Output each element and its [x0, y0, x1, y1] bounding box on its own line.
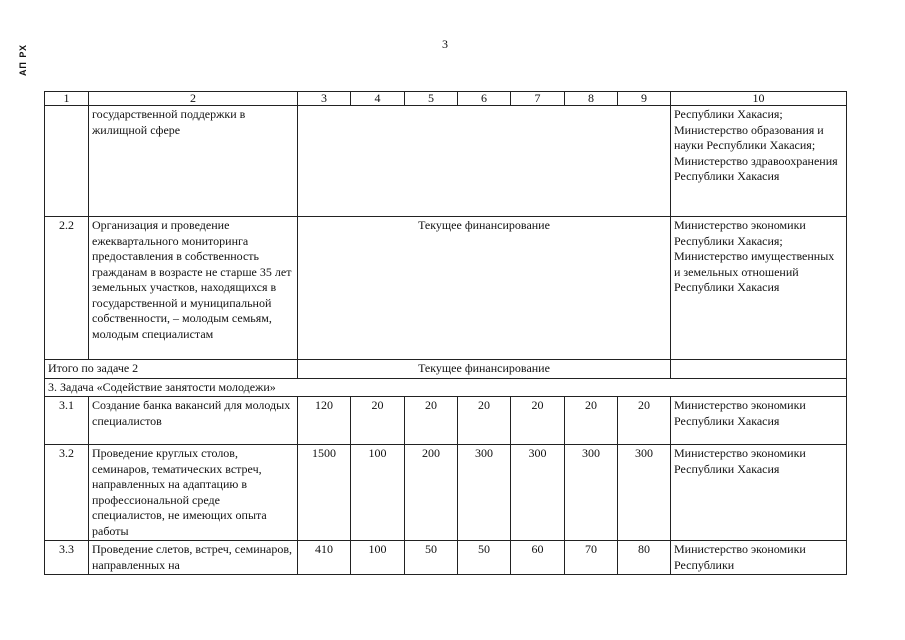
executor: Республики Хакасия; Министерство образования и науки Республики Хакасия; Министерство здравоохранения Республики Хакасия: [671, 106, 847, 217]
value-cell: 200: [405, 445, 458, 541]
column-header: 8: [565, 92, 618, 106]
table-row: [45, 541, 847, 575]
row-number: [45, 106, 89, 217]
executor: Министерство экономики Республики Хакасия: [671, 445, 847, 541]
value-cell: 300: [618, 445, 671, 541]
value-cell: 20: [351, 397, 405, 445]
column-header: 5: [405, 92, 458, 106]
table-row: [45, 106, 847, 217]
measure-name: Проведение круглых столов, семинаров, тематических встреч, направленных на адаптацию в профессиональной среде специалистов, не имеющих опыта работы: [89, 445, 298, 541]
funding-cell: [298, 106, 671, 217]
executor: Министерство экономики Республики Хакасия; Министерство имущественных и земельных отношений Республики Хакасия: [671, 217, 847, 360]
task-heading: 3. Задача «Содействие занятости молодежи»: [45, 378, 847, 397]
value-cell: 50: [458, 541, 511, 575]
column-header: 7: [511, 92, 565, 106]
value-cell: 100: [351, 541, 405, 575]
row-number: 3.3: [45, 541, 89, 575]
value-cell: 300: [511, 445, 565, 541]
measure-name: Создание банка вакансий для молодых специалистов: [89, 397, 298, 445]
value-cell: 70: [565, 541, 618, 575]
value-cell: 20: [458, 397, 511, 445]
column-header: 9: [618, 92, 671, 106]
side-stamp-label: АП РХ: [18, 44, 28, 77]
table-row: [45, 445, 847, 541]
value-cell: 20: [618, 397, 671, 445]
value-cell: 20: [405, 397, 458, 445]
table-row: [45, 360, 847, 379]
row-number: 2.2: [45, 217, 89, 360]
column-header: 2: [89, 92, 298, 106]
total-label: Итого по задаче 2: [45, 360, 298, 379]
row-number: 3.2: [45, 445, 89, 541]
funding-cell: Текущее финансирование: [298, 217, 671, 360]
column-header: 4: [351, 92, 405, 106]
value-cell: 20: [565, 397, 618, 445]
value-cell: 100: [351, 445, 405, 541]
column-number-row: [45, 92, 847, 106]
table-row: [45, 217, 847, 360]
funding-cell: Текущее финансирование: [298, 360, 671, 379]
program-table: [44, 91, 847, 575]
page-number: 3: [442, 37, 448, 51]
table-row: [45, 397, 847, 445]
measure-name: Проведение слетов, встреч, семинаров, направленных на: [89, 541, 298, 575]
column-header: 1: [45, 92, 89, 106]
value-cell: 300: [458, 445, 511, 541]
value-cell: 410: [298, 541, 351, 575]
value-cell: 80: [618, 541, 671, 575]
value-cell: 120: [298, 397, 351, 445]
row-number: 3.1: [45, 397, 89, 445]
executor: Министерство экономики Республики: [671, 541, 847, 575]
executor: [671, 360, 847, 379]
value-cell: 50: [405, 541, 458, 575]
section-row: [45, 378, 847, 397]
column-header: 3: [298, 92, 351, 106]
column-header: 10: [671, 92, 847, 106]
measure-name: Организация и проведение ежеквартального мониторинга предоставления в собственность гражданам в возрасте не старше 35 лет земельных участков, находящихся в государственной и муниципальной собственности, – молодым семьям, молодым специалистам: [89, 217, 298, 360]
value-cell: 300: [565, 445, 618, 541]
column-header: 6: [458, 92, 511, 106]
measure-name: государственной поддержки в жилищной сфере: [89, 106, 298, 217]
value-cell: 1500: [298, 445, 351, 541]
value-cell: 60: [511, 541, 565, 575]
value-cell: 20: [511, 397, 565, 445]
executor: Министерство экономики Республики Хакасия: [671, 397, 847, 445]
